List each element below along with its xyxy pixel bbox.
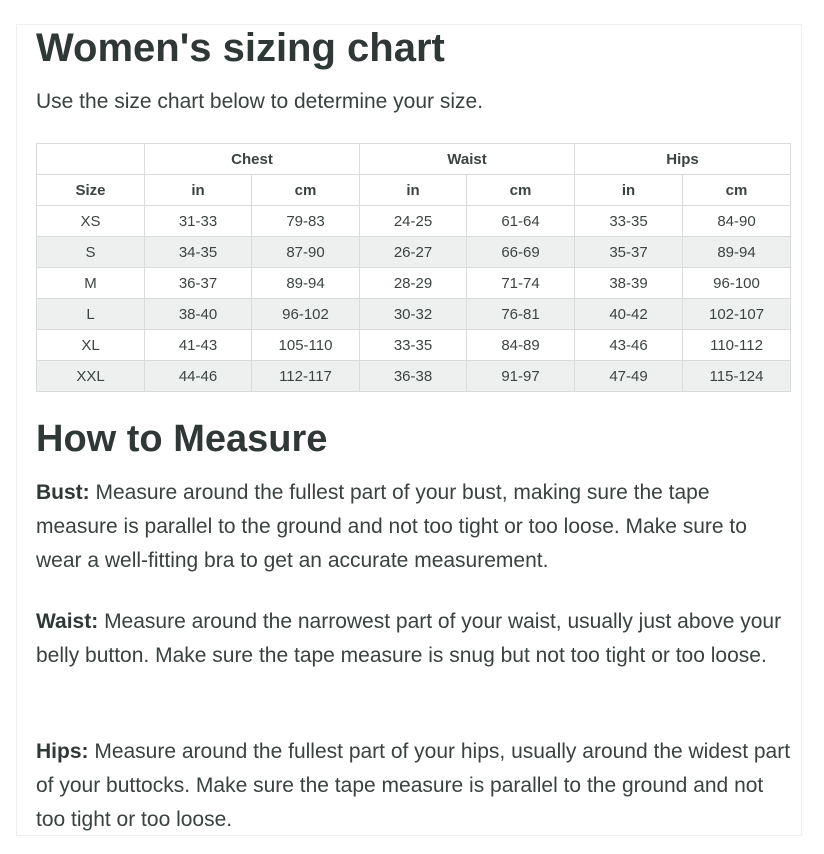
table-cell: 26-27: [360, 237, 467, 268]
table-row: [37, 237, 791, 268]
table-cell: 96-100: [683, 268, 791, 299]
table-cell: 110-112: [683, 330, 791, 361]
unit-header: cm: [252, 175, 360, 206]
size-chart-table: [36, 143, 791, 392]
table-row: [37, 268, 791, 299]
size-cell: XS: [37, 206, 145, 237]
table-cell: 112-117: [252, 361, 360, 392]
table-cell: 33-35: [360, 330, 467, 361]
table-cell: 96-102: [252, 299, 360, 330]
bust-text: Measure around the fullest part of your bust, making sure the tape measure is parallel to the ground and not too tight or too loose. Make sure to wear a well-fitting bra to get an accurate measurement.: [36, 481, 747, 572]
waist-text: Measure around the narrowest part of your waist, usually just above your belly button. Make sure the tape measure is snug but not too tight or too loose.: [36, 610, 782, 667]
table-cell: 115-124: [683, 361, 791, 392]
waist-label: Waist:: [36, 610, 99, 633]
waist-instructions: [36, 605, 796, 673]
table-cell: 89-94: [683, 237, 791, 268]
unit-header: cm: [683, 175, 791, 206]
table-cell: 43-46: [575, 330, 683, 361]
table-cell: 89-94: [252, 268, 360, 299]
table-cell: 38-40: [145, 299, 252, 330]
empty-header-cell: [37, 144, 145, 175]
table-cell: 79-83: [252, 206, 360, 237]
table-cell: 34-35: [145, 237, 252, 268]
table-cell: 61-64: [467, 206, 575, 237]
table-cell: 30-32: [360, 299, 467, 330]
table-cell: 35-37: [575, 237, 683, 268]
table-cell: 40-42: [575, 299, 683, 330]
size-cell: XL: [37, 330, 145, 361]
table-cell: 47-49: [575, 361, 683, 392]
table-row: [37, 206, 791, 237]
size-cell: L: [37, 299, 145, 330]
bust-label: Bust:: [36, 481, 90, 504]
table-cell: 36-38: [360, 361, 467, 392]
hips-label: Hips:: [36, 740, 89, 763]
size-cell: XXL: [37, 361, 145, 392]
unit-header: in: [575, 175, 683, 206]
size-cell: S: [37, 237, 145, 268]
table-cell: 76-81: [467, 299, 575, 330]
table-cell: 66-69: [467, 237, 575, 268]
group-header-row: [37, 144, 791, 175]
group-header-waist: Waist: [360, 144, 575, 175]
size-cell: M: [37, 268, 145, 299]
unit-header: in: [145, 175, 252, 206]
table-cell: 41-43: [145, 330, 252, 361]
table-cell: 105-110: [252, 330, 360, 361]
table-cell: 84-89: [467, 330, 575, 361]
table-cell: 102-107: [683, 299, 791, 330]
group-header-chest: Chest: [145, 144, 360, 175]
page-subtitle: Use the size chart below to determine your size.: [36, 90, 484, 113]
table-cell: 87-90: [252, 237, 360, 268]
table-row: [37, 299, 791, 330]
table-row: [37, 330, 791, 361]
unit-header-row: [37, 175, 791, 206]
table-cell: 33-35: [575, 206, 683, 237]
unit-header: cm: [467, 175, 575, 206]
table-cell: 24-25: [360, 206, 467, 237]
table-cell: 71-74: [467, 268, 575, 299]
table-cell: 31-33: [145, 206, 252, 237]
table-cell: 91-97: [467, 361, 575, 392]
table-cell: 84-90: [683, 206, 791, 237]
hips-instructions: [36, 735, 796, 837]
page-title: Women's sizing chart: [36, 26, 445, 70]
table-row: [37, 361, 791, 392]
table-cell: 28-29: [360, 268, 467, 299]
bust-instructions: [36, 476, 796, 578]
hips-text: Measure around the fullest part of your hips, usually around the widest part of your buttocks. Make sure the tape measure is parallel to the ground and not too tight or too loose.: [36, 740, 791, 831]
table-cell: 44-46: [145, 361, 252, 392]
size-header: Size: [37, 175, 145, 206]
table-cell: 38-39: [575, 268, 683, 299]
table-cell: 36-37: [145, 268, 252, 299]
group-header-hips: Hips: [575, 144, 791, 175]
unit-header: in: [360, 175, 467, 206]
how-to-measure-heading: How to Measure: [36, 418, 328, 460]
